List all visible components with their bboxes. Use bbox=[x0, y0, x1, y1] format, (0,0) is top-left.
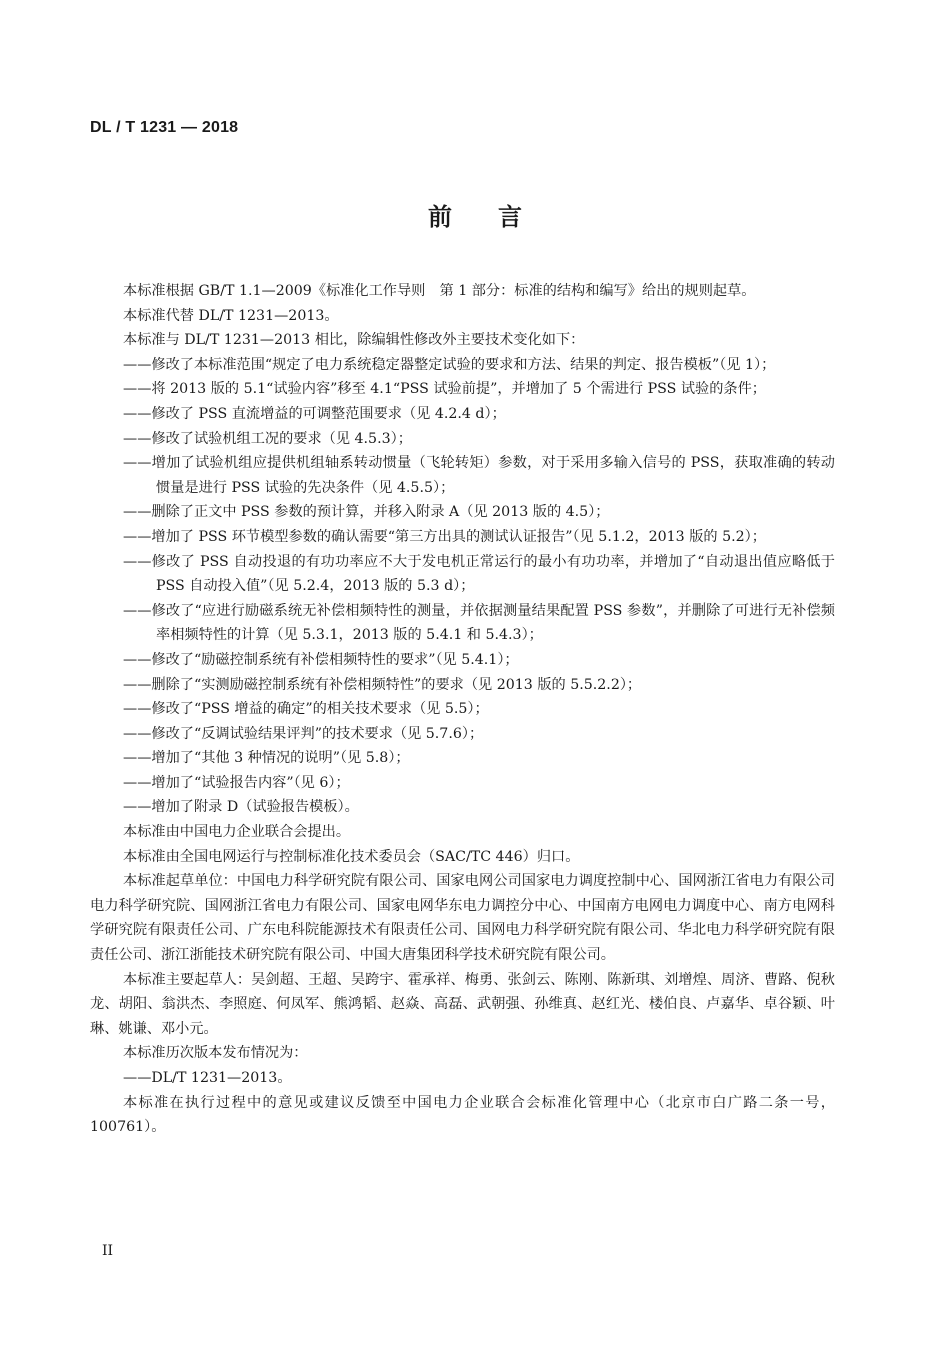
paragraph-replaces: 本标准代替 DL/T 1231—2013。 bbox=[123, 307, 339, 324]
change-item: ——增加了“其他 3 种情况的说明”（见 5.8）； bbox=[123, 750, 410, 767]
section-title bbox=[0, 199, 950, 235]
history-item: ——DL/T 1231—2013。 bbox=[123, 1070, 292, 1086]
paragraph-drafting-rules: 本标准根据 GB/T 1.1—2009《标准化工作导则 第 1 部分：标准的结构和编写》给出的规则起草。 bbox=[123, 283, 756, 299]
change-item: ——删除了正文中 PSS 参数的预计算，并移入附录 A（见 2013 版的 4.5）； bbox=[123, 504, 610, 521]
paragraph-changes-intro: 本标准与 DL/T 1231—2013 相比，除编辑性修改外主要技术变化如下： bbox=[123, 332, 585, 349]
change-item: ——将 2013 版的 5.1“试验内容”移至 4.1“PSS 试验前提”，并增加了 5 个需进行 PSS 试验的条件； bbox=[123, 381, 766, 398]
title-char-1: 前 bbox=[428, 203, 452, 231]
change-item: ——增加了试验机组应提供机组轴系转动惯量（飞轮转矩）参数，对于采用多输入信号的 PSS，获取准确的转动惯量是进行 PSS 试验的先决条件（见 4.5.5）； bbox=[123, 455, 835, 496]
change-item: ——增加了 PSS 环节模型参数的确认需要“第三方出具的测试认证报告”（见 5.1.2，2013 版的 5.2）； bbox=[123, 528, 766, 545]
change-item: ——增加了附录 D（试验报告模板）。 bbox=[123, 799, 359, 816]
change-item: ——删除了“实测励磁控制系统有补偿相频特性”的要求（见 2013 版的 5.5.2.2）； bbox=[123, 676, 642, 693]
change-item: ——修改了“PSS 增益的确定”的相关技术要求（见 5.5）； bbox=[123, 701, 489, 718]
change-item: ——修改了试验机组工况的要求（见 4.5.3）； bbox=[123, 430, 412, 447]
change-item: ——增加了“试验报告内容”（见 6）； bbox=[123, 774, 350, 791]
paragraph-drafting-units: 本标准起草单位：中国电力科学研究院有限公司、国家电网公司国家电力调度控制中心、国网浙江省电力有限公司电力科学研究院、国网浙江省电力有限公司、国家电网华东电力调控分中心、中国南方电网电力调度中心、南方电网科学研究院有限责任公司、广东电科院能源技术有限责任公司、国网电力科学研究院有限公司、华北电力科学研究院有限责任公司、浙江浙能技术研究院有限公司、中国大唐集团科学技术研究院有限公司。 bbox=[90, 873, 835, 964]
paragraph-proposed-by: 本标准由中国电力企业联合会提出。 bbox=[123, 824, 351, 841]
foreword-body bbox=[90, 279, 835, 1140]
page-number: II bbox=[102, 1243, 114, 1259]
change-item: ——修改了“励磁控制系统有补偿相频特性的要求”（见 5.4.1）； bbox=[123, 651, 519, 668]
document-code: DL / T 1231 — 2018 bbox=[90, 119, 239, 136]
paragraph-under-jurisdiction: 本标准由全国电网运行与控制标准化技术委员会（SAC/TC 446）归口。 bbox=[123, 848, 580, 865]
changes-list bbox=[90, 353, 835, 820]
change-item: ——修改了“反调试验结果评判”的技术要求（见 5.7.6）； bbox=[123, 725, 484, 742]
paragraph-drafters: 本标准主要起草人：吴剑超、王超、吴跨宇、霍承祥、梅勇、张剑云、陈刚、陈新琪、刘增煌、周济、曹路、倪秋龙、胡阳、翁洪杰、李照庭、何凤军、熊鸿韬、赵焱、高磊、武朝强、孙维真、赵红光、楼伯良、卢嘉华、卓谷颖、叶琳、姚谦、邓小元。 bbox=[90, 971, 835, 1037]
paragraph-feedback: 本标准在执行过程中的意见或建议反馈至中国电力企业联合会标准化管理中心（北京市白广路二条一号，100761）。 bbox=[90, 1094, 835, 1136]
paragraph-history-intro: 本标准历次版本发布情况为： bbox=[123, 1045, 308, 1062]
change-item: ——修改了 PSS 直流增益的可调整范围要求（见 4.2.4 d）； bbox=[123, 405, 506, 422]
title-char-2: 言 bbox=[498, 203, 522, 231]
change-item: ——修改了 PSS 自动投退的有功功率应不大于发电机正常运行的最小有功功率，并增加了“自动退出值应略低于 PSS 自动投入值”（见 5.2.4，2013 版的 5.3 d）； bbox=[123, 553, 835, 595]
change-item: ——修改了“应进行励磁系统无补偿相频特性的测量，并依据测量结果配置 PSS 参数”，并删除了可进行无补偿频率相频特性的计算（见 5.3.1，2013 版的 5.4.1 和 5.4.3）； bbox=[123, 602, 835, 644]
change-item: ——修改了本标准范围“规定了电力系统稳定器整定试验的要求和方法、结果的判定、报告模板”（见 1）； bbox=[123, 356, 776, 373]
